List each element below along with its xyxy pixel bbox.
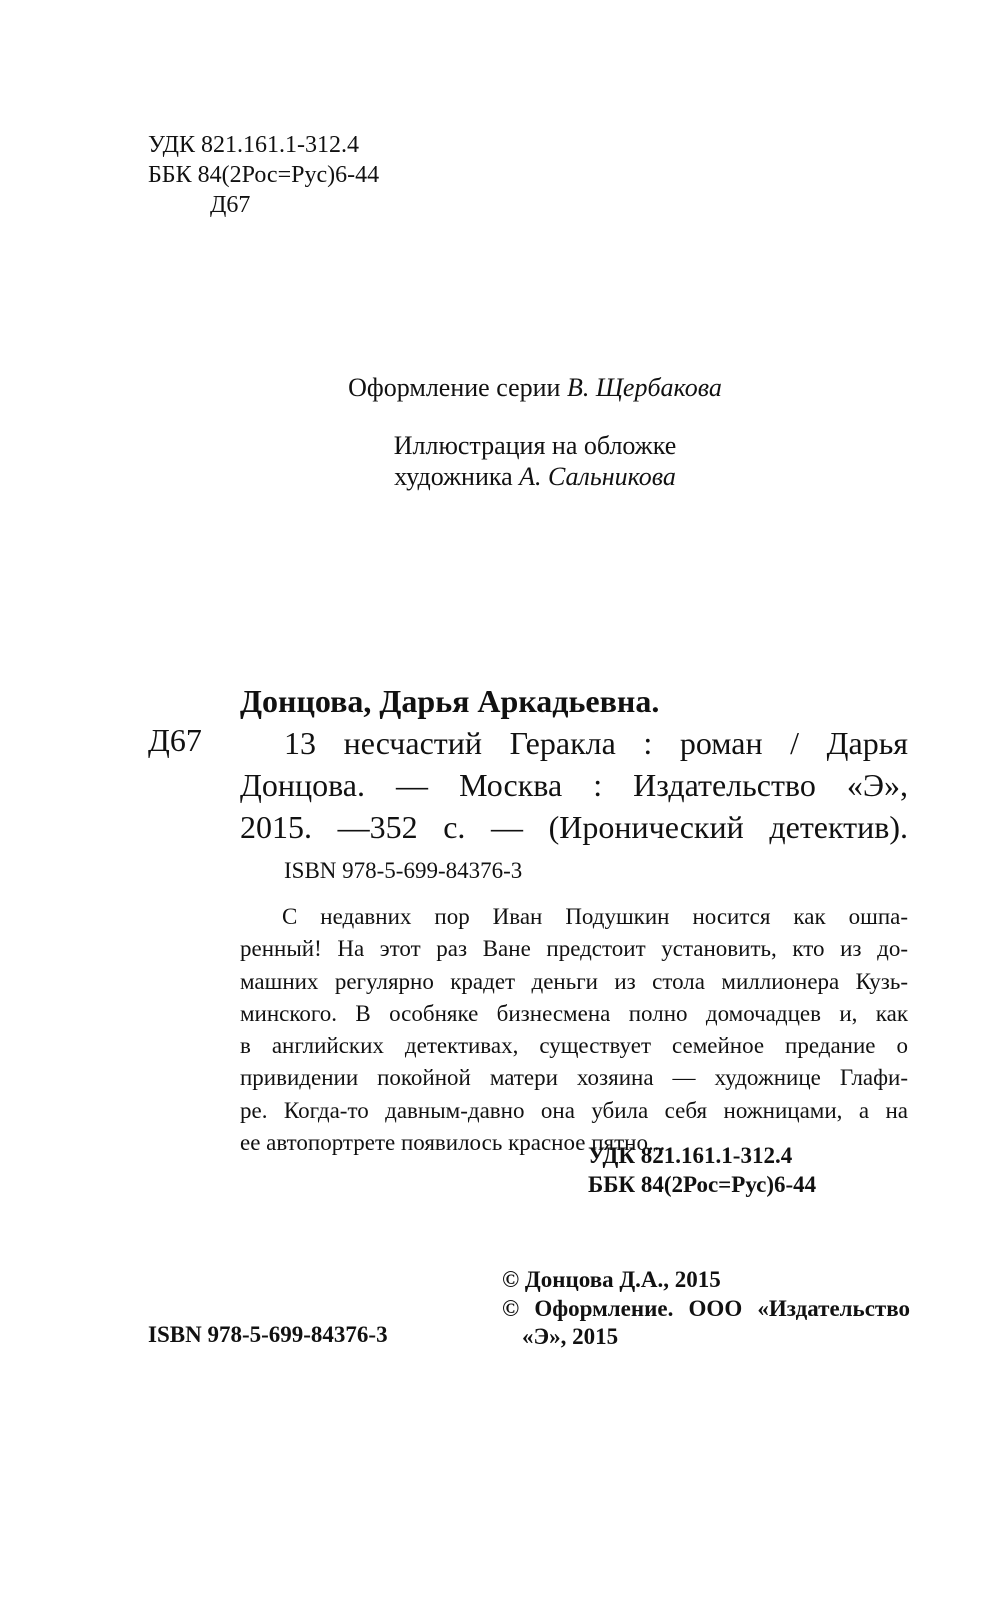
catalog-author-sign: Д67 <box>148 722 202 758</box>
bottom-classification-codes <box>588 1141 816 1199</box>
author-sign: Д67 <box>210 192 251 218</box>
series-design-credit <box>0 372 1000 403</box>
annotation-line: С недавних пор Иван Подушкин носится как ошпа- <box>282 904 908 929</box>
cover-artist-label: художника <box>394 462 513 491</box>
cover-artist-name: А. Сальникова <box>519 462 676 491</box>
annotation-line: минского. В особняке бизнесмена полно домочадцев и, как <box>240 1000 908 1026</box>
title-line: 13 несчастий Геракла : роман / Дарья <box>284 725 908 761</box>
annotation-line: в английских детективах, существует семейное предание о <box>240 1033 908 1059</box>
title-line: 2015. —352 с. — (Иронический детектив). <box>240 809 908 845</box>
title-line: Донцова. — Москва : Издательство «Э», <box>240 767 908 803</box>
catalog-title-entry <box>240 722 908 848</box>
catalog-author-heading: Донцова, Дарья Аркадьевна. <box>240 683 660 719</box>
copyright-design: © Оформление. ООО «Издательство <box>502 1295 910 1321</box>
annotation-line: ре. Когда-то давным-давно она убила себя ножницами, а на <box>240 1097 908 1123</box>
series-design-label: Оформление серии <box>348 373 561 402</box>
udk-code: УДК 821.161.1-312.4 <box>148 132 359 158</box>
annotation-line: привидении покойной матери хозяина — художнице Глафи- <box>240 1065 908 1091</box>
copyright-author: © Донцова Д.А., 2015 <box>502 1267 721 1292</box>
isbn-bottom: ISBN 978-5-699-84376-3 <box>148 1322 388 1347</box>
catalog-isbn: ISBN 978-5-699-84376-3 <box>284 858 523 883</box>
udk-code-bottom: УДК 821.161.1-312.4 <box>588 1143 793 1168</box>
annotation-paragraph <box>240 901 908 1159</box>
copyright-design-year: «Э», 2015 <box>522 1324 619 1349</box>
copyright-notice <box>502 1266 910 1352</box>
bbk-code-bottom: ББК 84(2Рос=Рус)6-44 <box>588 1172 817 1197</box>
annotation-line: машних регулярно крадет деньги из стола миллионера Кузь- <box>240 968 908 994</box>
top-classification-codes <box>148 130 379 220</box>
cover-illustration-credit <box>0 430 1000 492</box>
annotation-line: ее автопортрете появилось красное пятно... <box>240 1130 666 1156</box>
bbk-code: ББК 84(2Рос=Рус)6-44 <box>148 162 380 188</box>
annotation-line: ренный! На этот раз Ване предстоит установить, кто из до- <box>240 936 908 962</box>
series-designer-name: В. Щербакова <box>566 373 722 402</box>
cover-illustration-label: Иллюстрация на обложке <box>393 431 677 460</box>
